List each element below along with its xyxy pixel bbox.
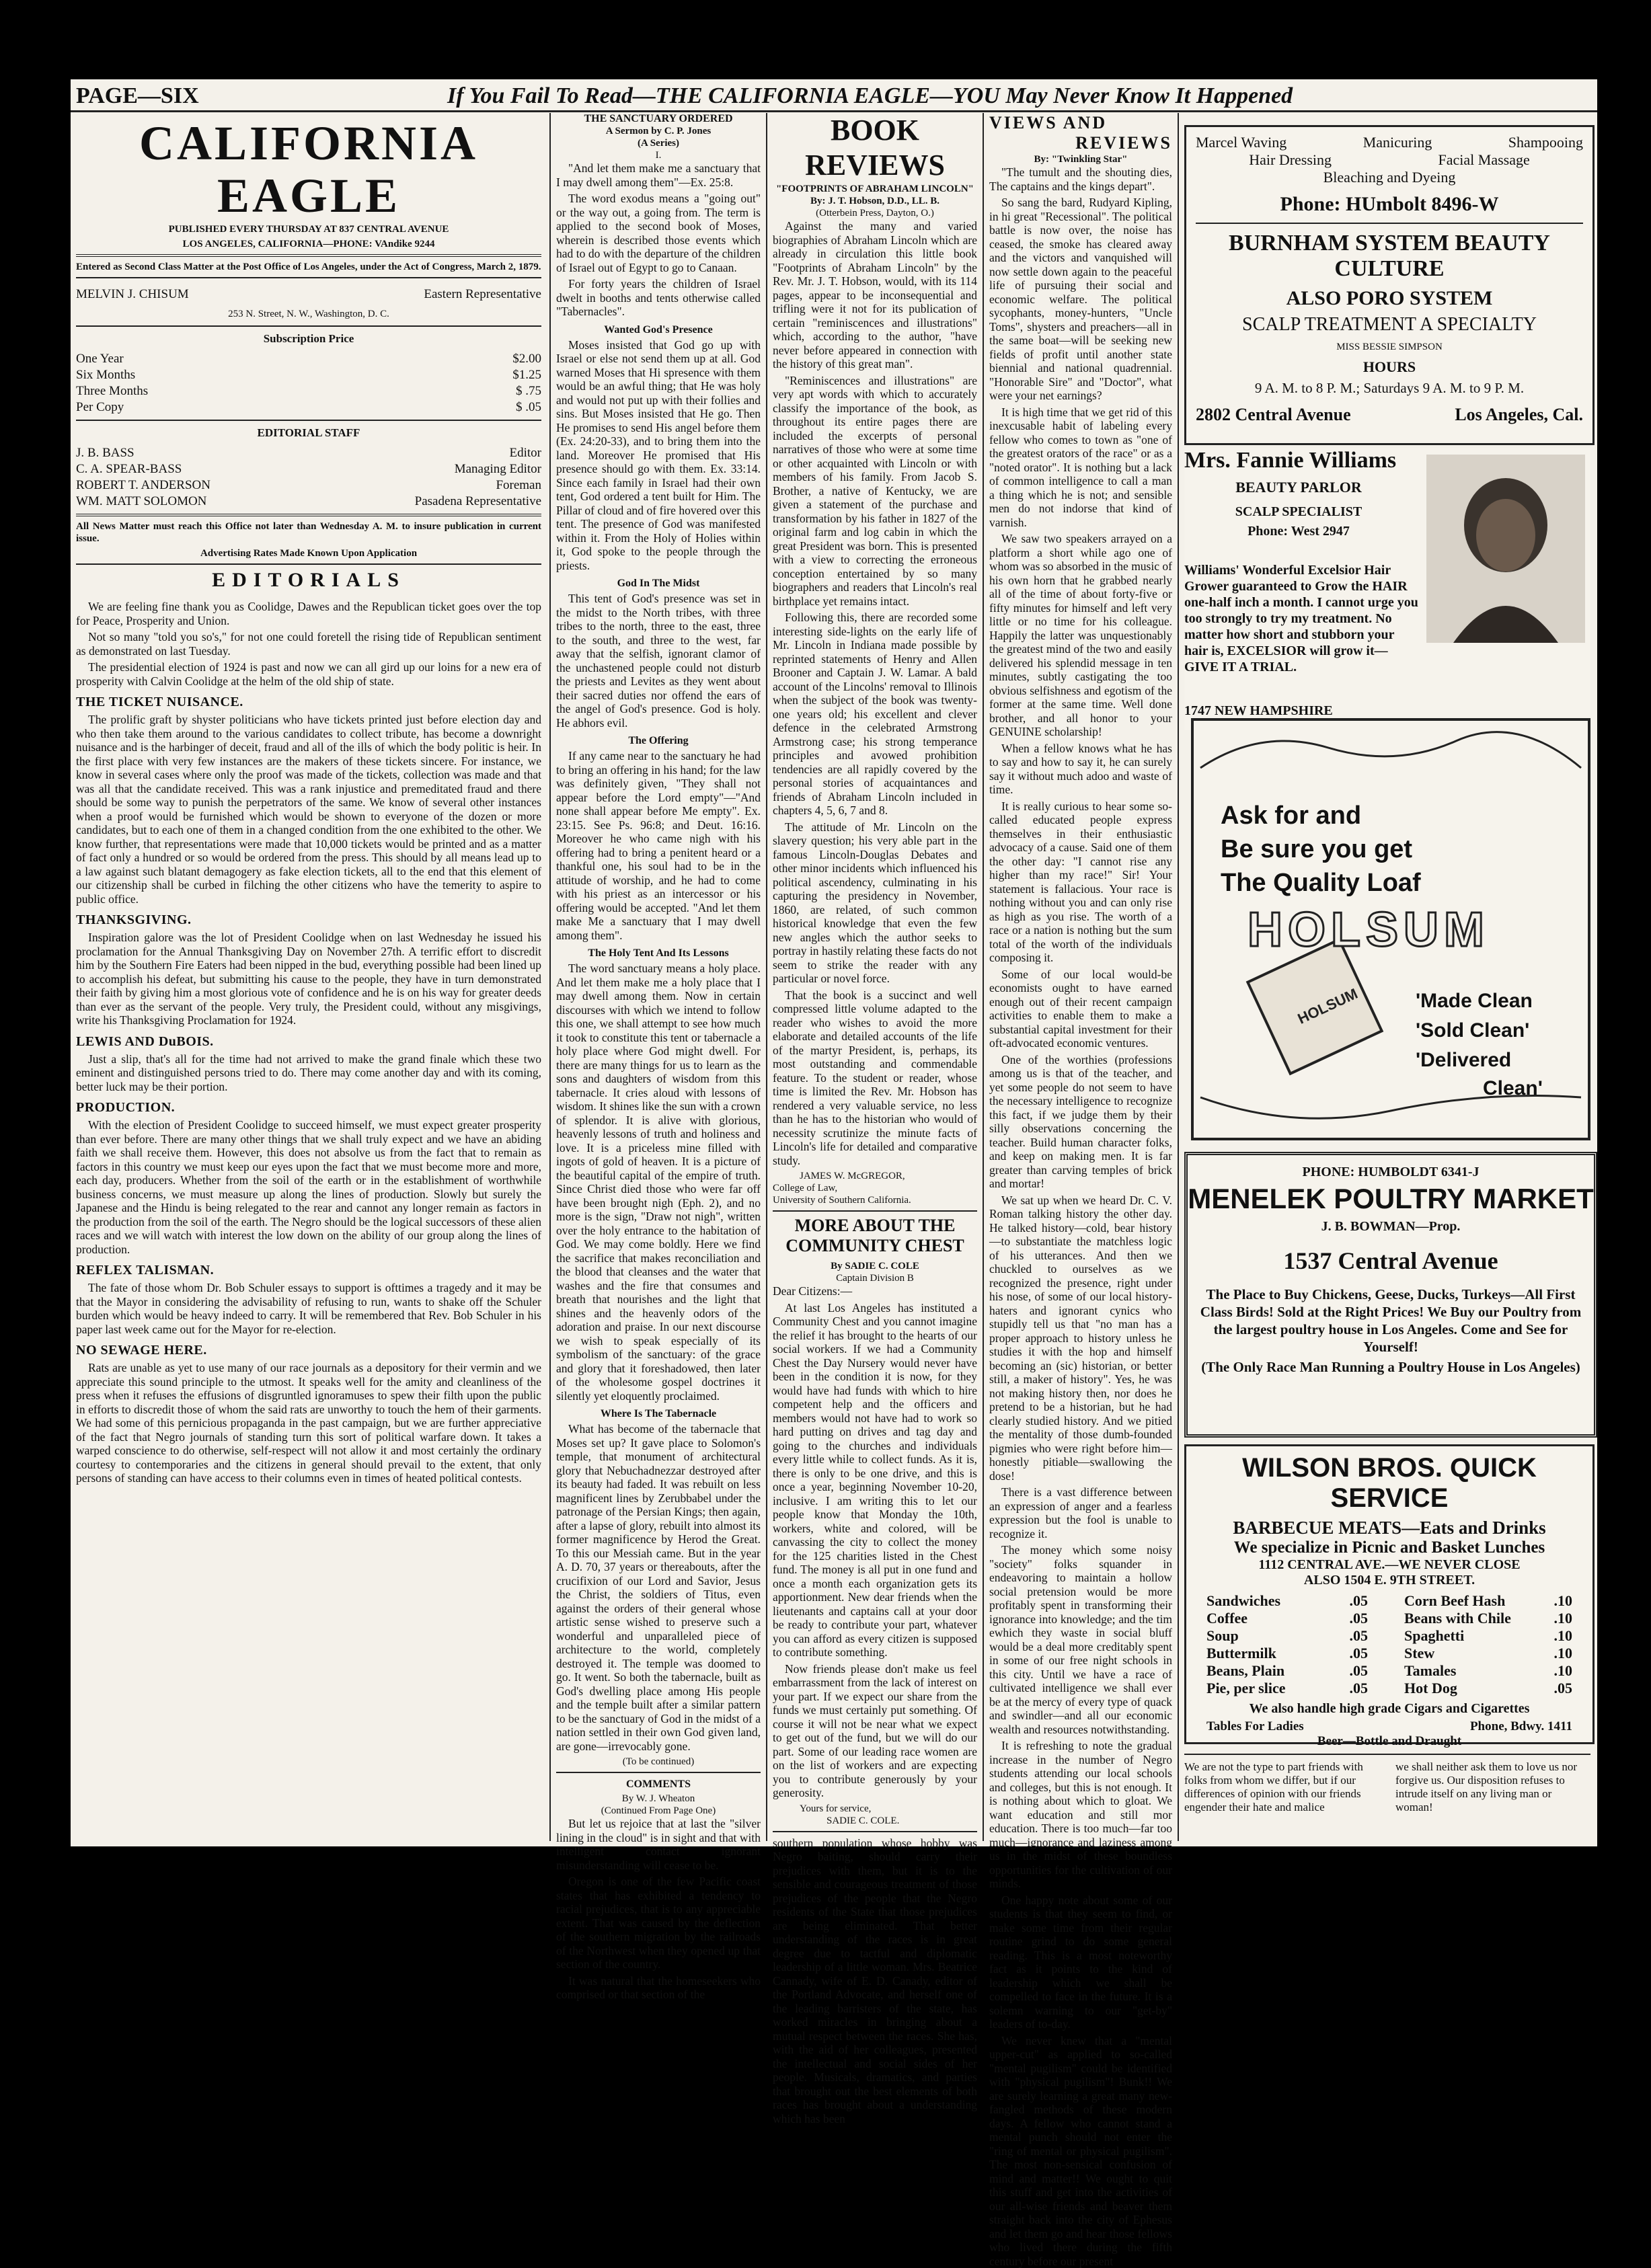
divider: [773, 1831, 977, 1832]
menu-item-price: .10: [1554, 1592, 1573, 1610]
staff-row-label: J. B. BASS: [76, 445, 135, 461]
staff-row-value: Editor: [510, 445, 542, 461]
sermon-series: (A Series): [556, 137, 761, 149]
views-paragraph: Some of our local would-be economists ought to have earned enough out of their recent campaign activities to enable them to make a substantial capital investment for their oft-advocated economic ventures.: [989, 968, 1172, 1050]
comments-paragraph: But let us rejoice that at last the "silver lining in the cloud" is in sight and that with intelligent contact ignorant misunderstanding will cease to be.: [556, 1817, 761, 1872]
section-text: Rats are unable as yet to use many of our race journals as a depository for their vermin and we appreciate this sound principle to the utmost. It speaks well for the amity and cleanliness of the press when it refuses the effusions of disgruntled ignoramuses to spew their filth upon the public in efforts to discredit those of whom the said rats are unworthy to touch the hem of their garments. We had some of this pernicious propaganda in the past campaign, but we are further appreciative of the fact that Negro journals of standing turn this sort of political warfare down. It takes a warped conscience to do otherwise, self-respect will not allow it and most certainly the ordinary courtesy to contemporaries and the citizens in general should prevail to the extent, that only persons of standing can have access to their columns even in times of heated political contests.: [76, 1361, 541, 1485]
staff-row-label: ROBERT T. ANDERSON: [76, 477, 210, 494]
comments-continued: (Continued From Page One): [556, 1805, 761, 1817]
views-paragraph: We saw two speakers arrayed on a platform a short while ago one of whom was so absorbed in the music of his own horn that he grabbed nearly all of the time of about forty-five or fifty minutes for himself and left very little or no time for his colleague. Happily the latter was unquestionably the greatest mind of the two and easily delivered his splendid message in ten minutes, subtly castigating the too obvious selfishness and egotism of the former at the same time. Well done brother, and all honor to your GENUINE scholarship!: [989, 532, 1172, 739]
section-text: With the election of President Coolidge to succeed himself, we must expect greater prosperity than ever before. There are many other things that we shall truly expect and we have an abiding faith we shall receive them. However, this does not absolve us from the fact that to remain as factors in this country we must keep our eyes upon the fact that we must become more and more, each day, producers. Whether from the soil of the earth or in the establishment of worthwhile business concerns, we must measure up along the lines of production. Slowly but surely the Japanese and the Hindu is being relegated to the rear and cannot any longer remain as factors in the production from the soil of the earth. The Negro should be the logical successors of these alien races and we will watch with interest the low down on the ability of our group along the lines of production.: [76, 1118, 541, 1256]
book-reviews-heading: BOOK REVIEWS: [773, 113, 977, 183]
menu-item-name: Spaghetti: [1404, 1627, 1464, 1645]
header-rule: [71, 110, 1597, 112]
section-heading: God In The Midst: [556, 578, 761, 590]
review-paragraph: The attitude of Mr. Lincoln on the slavery question; his very able part in the famous Lincoln-Douglas Debates and other minor incidents which influenced his political ascendency, culminating in his capturing the presidency in November, 1860, are related, of such common historical knowledge that even the few new angles which the author seeks to portray in hastily relating these facts do not seem to strike the reader with any particular or novel force.: [773, 820, 977, 986]
burnham-phone: Phone: HUmbolt 8496-W: [1186, 193, 1592, 216]
service-item: Marcel Waving: [1196, 134, 1287, 151]
column-rule: [983, 113, 984, 1841]
burnham-address: 2802 Central Avenue: [1196, 405, 1351, 425]
views-paragraph: One happy note about some of our students is that they seem to find, or make some time from their regular routine grind to do some general reading. This is a most noteworthy fact as it points to the kind of leadership which we shall be compelled to face in the future. It is a solemn warning to our "get-by" leaders of to-day.: [989, 1893, 1172, 2031]
williams-specialty: SCALP SPECIALIST: [1184, 504, 1413, 520]
section-text: Moses insisted that God go up with Israel or else not send them up at all. God warned Moses that Hi spresence with them would be an awful thing; that He was holy and would not put up with their follies and sins. But Moses insisted that He go. Then He promises to send His angel before them (Ex. 24:20-33), and to bring them into the land. Moreover He promised that His presence should go with them. Ex. 33:14. Since each family in Israel had their own tent, God ordered a tent built for Him. The Pillar of cloud and of fire hovered over this tent. The presence of God was manifested within it. From the Holy of Holies within it, God spoke to the people through the priests.: [556, 338, 761, 573]
menu-item-name: Sandwiches: [1206, 1592, 1280, 1610]
eastern-rep-address: 253 N. Street, N. W., Washington, D. C.: [76, 308, 541, 320]
subscription-row-value: $ .05: [516, 399, 541, 416]
menelek-phone: PHONE: HUMBOLDT 6341-J: [1188, 1165, 1594, 1180]
book-review-column: [773, 113, 977, 1841]
divider: [76, 514, 541, 516]
divider: [76, 325, 541, 327]
williams-business: BEAUTY PARLOR: [1184, 479, 1413, 496]
section-heading: NO SEWAGE HERE.: [76, 1343, 541, 1358]
book-publisher: (Otterbein Press, Dayton, O.): [773, 207, 977, 219]
reviewer-name: JAMES W. McGREGOR,: [800, 1170, 977, 1182]
chest-body: [773, 1301, 977, 1800]
burnham-name: BURNHAM SYSTEM BEAUTY CULTURE: [1186, 231, 1592, 282]
subscription-row-label: Six Months: [76, 367, 135, 383]
subscription-row-value: $1.25: [512, 367, 541, 383]
section-heading: Where Is The Tabernacle: [556, 1408, 761, 1420]
section-text: The fate of those whom Dr. Bob Schuler essays to support is ofttimes a tragedy and it may be that the Mayor in considering the advisability of refusing to run, wants to shake off the Schuler burden which would be heavy indeed to carry. It will be remembered that Rev. Bob Schuler in his paper last week came out for the Mayor for re-election.: [76, 1281, 541, 1336]
editorial-paragraph: The presidential election of 1924 is past and now we can all gird up our loins for a new era of prosperity with Calvin Coolidge at the helm of the old ship of state.: [76, 660, 541, 688]
service-item: Manicuring: [1363, 134, 1432, 151]
divider: [76, 277, 541, 278]
wilson-bros-ad: [1184, 1444, 1595, 1744]
holsum-slogan-4: Clean': [1483, 1077, 1543, 1100]
subscription-row-label: Per Copy: [76, 399, 124, 416]
masthead-address: LOS ANGELES, CALIFORNIA—PHONE: VAndike 9244: [76, 238, 541, 250]
editorial-paragraph: We are feeling fine thank you as Coolidge, Dawes and the Republican ticket goes over the top for Peace, Prosperity and Union.: [76, 600, 541, 627]
views-paragraph: So sang the bard, Rudyard Kipling, in hi great "Recessional". The political battle is now over, the noise has ceased, the smoke has cleared away and the victors and vanquished will now settle down again to the peaceful life of pursuing their social and economic welfare. The political sycophants, money-hunters, "Uncle Toms", shysters and preachers—all in the same boat—will be seeking new fields of profit until another state biennial and national quadrennial. "Honorable Sire" and "Doctor", what were your net earnings?: [989, 196, 1172, 403]
menu-item-name: Soup: [1206, 1627, 1239, 1645]
chest-salutation: Dear Citizens:—: [773, 1284, 977, 1298]
staff-row: [76, 461, 541, 477]
views-paragraph: There is a vast difference between an expression of anger and a fearless expression but the fool is unable to recognize it.: [989, 1485, 1172, 1540]
menu-left: [1206, 1592, 1368, 1697]
menu-item-price: .10: [1554, 1610, 1573, 1627]
comments-title: COMMENTS: [556, 1778, 761, 1791]
staff-row: [76, 494, 541, 510]
wilson-line-4: ALSO 1504 E. 9TH STREET.: [1186, 1573, 1592, 1588]
menelek-body: The Place to Buy Chickens, Geese, Ducks, Turkeys—All First Class Birds! Sold at the Right Prices! We Buy our Poultry from the largest poultry house in Los Angeles. Come and See for Yourself!: [1197, 1286, 1584, 1356]
menu-item-name: Buttermilk: [1206, 1645, 1276, 1662]
newspaper-sheet: [71, 79, 1597, 1846]
menu-item-price: .05: [1350, 1610, 1369, 1627]
burnham-also: ALSO PORO SYSTEM: [1186, 287, 1592, 310]
column-rule: [549, 113, 551, 1841]
subscription-heading: Subscription Price: [76, 332, 541, 346]
holsum-line-2: Be sure you get: [1221, 835, 1412, 864]
menu-item: [1206, 1662, 1368, 1680]
section-heading: PRODUCTION.: [76, 1100, 541, 1116]
sermon-paragraph: For forty years the children of Israel dwelt in booths and tents otherwise called "Tabernacles".: [556, 277, 761, 319]
section-heading: THANKSGIVING.: [76, 912, 541, 928]
burnham-address-row: [1186, 397, 1592, 425]
subscription-list: [76, 351, 541, 416]
section-text: This tent of God's presence was set in the midst to the North tribes, with three tribes to the north, three to the east, three to the south, and three to the west, far away that the selfish, ignorant clamor of the unchastened people could not disturb the priests and Levites as they went about their sacred duties nor offend the ears of the angel of God's presence. God is holy. He abhors evil.: [556, 592, 761, 730]
service-item: Hair Dressing: [1249, 151, 1332, 169]
services-row-3: Bleaching and Dyeing: [1186, 169, 1592, 186]
divider: [773, 1210, 977, 1212]
menu-item-price: .05: [1350, 1680, 1369, 1697]
menu-item-name: Pie, per slice: [1206, 1680, 1286, 1697]
chest-signature: SADIE C. COLE.: [827, 1815, 977, 1827]
holsum-slogan-3: 'Delivered: [1416, 1049, 1511, 1072]
section-heading: THE TICKET NUISANCE.: [76, 695, 541, 710]
divider: [76, 420, 541, 421]
holsum-line-3: The Quality Loaf: [1221, 869, 1421, 898]
wrapper-text: HOLSUM: [1295, 985, 1360, 1027]
footer-note-left: We are not the type to part friends with folks from whom we differ, but if our differences of opinion with our friends engender their hate and malice: [1184, 1760, 1379, 1834]
service-item: Shampooing: [1508, 134, 1583, 151]
menu-item: [1404, 1610, 1572, 1627]
williams-beauty-ad: [1184, 448, 1590, 730]
staff-heading: EDITORIAL STAFF: [76, 426, 541, 440]
comments-continuation: southern population whose hobby was Negro baiting, should carry their prejudices with them, but it is to the sensible and courageous treatment of those prejudices of the people that the Negro residents of the State that those prejudices are being eliminated. That better understanding of the races is in great degree due to tactful and diplomatic leadership of a little woman. Mrs. Beatrice Cannady, wife of E. D. Canady, editor of the Portland Advocate, and herself one of the leading barristers of the state, has worked miracles in bringing about a mutual respect between the races. She has, with the aid of her colleagues, presented the intellectual and social sides of her people. Musicals, dramatics, and parties that brought out the best elements of both races has brought about a understanding which has been: [773, 1836, 977, 2126]
menu-item-price: .05: [1350, 1645, 1369, 1662]
editorial-column: [76, 113, 541, 1841]
masthead-title: CALIFORNIA EAGLE: [76, 117, 541, 222]
menelek-name: MENELEK POULTRY MARKET: [1188, 1183, 1594, 1215]
comments-paragraph: It was natural that the homeseekers who comprised or that section of the: [556, 1974, 761, 2002]
section-text: The word sanctuary means a holy place. And let them make me a holy place that I may dwell among them. Now in certain discourses with which we intend to follow this one, we shall attempt to see how much it took to constitute this tent or tabernacle a holy place where God might dwell. For there are many things for us to learn as the sons and daughters of wisdom from this tabernacle. It cries aloud with lessons of wisdom. It shines like the sun with a crown of splendor. It is alive with glorious, heavenly lessons of truth and holiness and love. It is a priceless mine filled with ingots of gold of heaven. It is a picture of the beautiful capital of the empire of truth. Since Christ died those who were far off have been brought nigh (Eph. 2), and no more is the sign, "Draw not nigh", written over the holy entrance to the habitation of God. We may come boldly. Here we find the sacrifice that makes reconciliation and the blood that cleanses and the water that washes and the fire that consumes and breath that nourishes and the light that shines and the heavenly odors of the adoration and praise. In our next discourse we wish to speak especially of its symbolism of the sanctuary: of the grace and glory that it foreshadowed, then later of the wholesome gospel doctrines it silently yet eloquently proclaimed.: [556, 962, 761, 1403]
wilson-tables-row: [1186, 1717, 1592, 1734]
menu-item-price: .05: [1350, 1662, 1369, 1680]
book-title: "FOOTPRINTS OF ABRAHAM LINCOLN": [773, 183, 977, 195]
news-deadline-notice: All News Matter must reach this Office not later than Wednesday A. M. to insure publication in current issue.: [76, 520, 541, 545]
divider: [1196, 223, 1583, 224]
divider: [76, 563, 541, 565]
staff-row-label: WM. MATT SOLOMON: [76, 494, 206, 510]
running-header: [71, 81, 1597, 113]
section-heading: LEWIS AND DuBOIS.: [76, 1034, 541, 1050]
chest-closing: Yours for service,: [800, 1803, 977, 1815]
staff-row-label: C. A. SPEAR-BASS: [76, 461, 182, 477]
eastern-rep-role: Eastern Representative: [424, 286, 541, 303]
wilson-line-3: 1112 CENTRAL AVE.—WE NEVER CLOSE: [1186, 1557, 1592, 1573]
editorial-paragraph: Not so many "told you so's," for not one could foretell the rising tide of Republican sentiment as demonstrated on last Tuesday.: [76, 630, 541, 658]
subscription-row: [76, 367, 541, 383]
services-row-2: [1186, 151, 1592, 169]
staff-row-value: Foreman: [496, 477, 541, 494]
comments-byline: By W. J. Wheaton: [556, 1793, 761, 1805]
chest-title: MORE ABOUT THE COMMUNITY CHEST: [773, 1216, 977, 1256]
menu-item-price: .05: [1554, 1680, 1573, 1697]
eastern-rep-row: [76, 286, 541, 303]
staff-row: [76, 445, 541, 461]
chest-paragraph: Now friends please don't make us feel embarrassment from the lack of interest on your part. If we expect our share from the funds we must certainly put something. Of course it will not be near what we expect to get out of the fund, but we will do our part. Some of our leading race women are on the list of workers and are expecting you to contribute generously by your generosity.: [773, 1662, 977, 1800]
burnham-hours: 9 A. M. to 8 P. M.; Saturdays 9 A. M. to 9 P. M.: [1186, 380, 1592, 397]
review-paragraph: Following this, there are recorded some interesting side-lights on the early life of Mr. Lincoln in Indiana made possible by reprinted statements of Henry and Allen Brooner and Captain J. W. Lamar. A bald account of the Lincolns' removal to Illinois when the subject of the book was twenty-one years old; his excellent and clever defence in the celebrated Armstrong Armstrong case; his strong temperance principles and avowed prohibition tendencies are all rapidly covered by the personal stories of acquaintances and friends of Abraham Lincoln included in chapters 4, 5, 6, 7 and 8.: [773, 611, 977, 818]
burnham-beauty-ad: [1184, 125, 1595, 445]
comments-body: [556, 1817, 761, 2002]
chest-role: Captain Division B: [773, 1272, 977, 1284]
menu-right: [1404, 1592, 1572, 1697]
masthead-published: PUBLISHED EVERY THURSDAY AT 837 CENTRAL AVENUE: [76, 223, 541, 235]
views-paragraph: We sat up when we heard Dr. C. V. Roman talking history the other day. He talked history—cold, bear history—to substantiate the matchless logic of his utterances. And then we chuckled to ourselves as we recognized the presence, right under his nose, of some of our local history-haters and ignorant cynics who stupidly tell us that "no man has a proper approach to history unless he studies it with the hop and himself becoming an (sic) historian, or better still, a maker of history". Yes, he was not making history then, nor does he pretend to be a historian, but he had clearly studied history. And we pitied the mentality of those dumb-founded pigmies who were right before him—honestly pitiable—swallowing the dose!: [989, 1194, 1172, 1483]
staff-list: [76, 445, 541, 510]
section-text: If any came near to the sanctuary he had to bring an offering in his hand; for the law was definitely given, "They shall not appear before the Lord empty"—"And none shall appear before Me empty". Ex. 23:15. See Ps. 96:8; and Deut. 16:16. Moreover he who came nigh with his offering had to bring a penitent heard or a thankful one, his soul had to be in the attitude of worship, and he had to come with his priest as an intercessor or his offering would be accepted. "And let them make Me a sanctuary that I may dwell among them".: [556, 749, 761, 942]
masthead-rule: [76, 254, 541, 257]
wilson-menu: [1186, 1588, 1592, 1697]
ad-rates-notice: Advertising Rates Made Known Upon Application: [76, 547, 541, 559]
menu-item-name: Coffee: [1206, 1610, 1247, 1627]
menu-item-name: Hot Dog: [1404, 1680, 1457, 1697]
williams-portrait: [1426, 455, 1585, 643]
chest-paragraph: At last Los Angeles has instituted a Community Chest and you cannot imagine the relief it has brought to the hearts of our social workers. If we had a Community Chest the Day Nursery would never have been in the condition it is now, for they would have had funds with which to hire competent help and the officers and members would not have had to work so hard putting on drives and tag day and going to the churches and individuals every little while to collect funds. As it is, there is only to be one drive, and this is once a year, beginning November 10-20, inclusive. I am writing this to let our people know that Monday the 10th, workers, white and colored, will be canvassing the city to collect the money for the 125 charities listed in the Chest fund. The money is all put in one fund and once a month each organization gets its apportionment. New dear friends when the lieutenants and captains call at your door be ready to contribute your part, whatever you can afford as every citizen is supposed to contribute something.: [773, 1301, 977, 1659]
sermon-column: [556, 113, 761, 1841]
menu-item: [1404, 1627, 1572, 1645]
menelek-poultry-ad: [1184, 1152, 1597, 1438]
views-paragraph: One of the worthies (professions among us is that of the teacher, and yet some people do not seem to have the necessary intelligence to recognize this fact, if we judge them by their silly observations concerning the teacher. Build human character folks, and keep on making men. It is far greater than carving temples of brick and mortar!: [989, 1053, 1172, 1191]
menu-item: [1206, 1610, 1368, 1627]
wilson-cigars: We also handle high grade Cigars and Cigarettes: [1186, 1701, 1592, 1717]
williams-phone: Phone: West 2947: [1184, 524, 1413, 539]
views-byline: By: "Twinkling Star": [989, 153, 1172, 165]
burnham-proprietor: MISS BESSIE SIMPSON: [1186, 341, 1592, 353]
wilson-name: WILSON BROS. QUICK SERVICE: [1186, 1453, 1592, 1514]
column-rule: [766, 113, 767, 1841]
burnham-city: Los Angeles, Cal.: [1455, 405, 1583, 425]
book-author: By: J. T. Hobson, D.D., LL. B.: [773, 195, 977, 207]
menu-item-name: Tamales: [1404, 1662, 1456, 1680]
menu-item-price: .10: [1554, 1645, 1573, 1662]
menu-item: [1404, 1645, 1572, 1662]
holsum-slogan-1: 'Made Clean: [1416, 990, 1533, 1013]
menu-item-price: .10: [1554, 1627, 1573, 1645]
header-tagline: If You Fail To Read—THE CALIFORNIA EAGLE—YOU May Never Know It Happened: [447, 83, 1293, 109]
review-paragraph: That the book is a succinct and well compressed little volume adapted to the reader who wishes to avoid the more elaborate and detailed accounts of the life of the martyr President, is, perhaps, its most outstanding and commendable feature. To the student or reader, whose time is limited the Rev. Mr. Hobson has rendered a very valuable service, no less than he has to the historian who would of necessity scrutinize the minute facts of Lincoln's life for detailed and comparative study.: [773, 988, 977, 1168]
chest-byline: By SADIE C. COLE: [773, 1260, 977, 1272]
wilson-line-1: BARBECUE MEATS—Eats and Drinks: [1186, 1518, 1592, 1538]
staff-row-value: Pasadena Representative: [415, 494, 541, 510]
section-text: What has become of the tabernacle that Moses set up? It gave place to Solomon's temple, that monument of architectural glory that Nebuchadnezzar destroyed after its beauty had faded. It was rebuilt on less magnificent lines by Zerubbabel under the patronage of the Persian Kings; then again, after a lapse of glory, rebuilt into almost its former magnificence by Herod the Great. To this our Messiah came. But in the year A. D. 70, 37 years or thereabouts, after the crucifixion of our Lord and Savior, Jesus the Christ, the soldiers of Titus, even against the orders of their general whose artistic sense wished to preserve such a wonderful and unparalleled piece of architecture to the world, completely destroyed it. The temple was doomed to go. It went. So both the tabernacle, built as God's dwelling place among His people and the temple built after a similar pattern to be the sanctuary of God in the midst of a nation settled in their own God given land, are gone—irrevocably gone.: [556, 1422, 761, 1753]
section-text: Inspiration galore was the lot of President Coolidge when on last Wednesday he issued his proclamation for the Annual Thanksgiving Day on November 27th. A terrific effort to discredit him by the Southern Fire Eaters had been nipped in the bud, everything possible had been lined up to accomplish his defeat, but submitting his cause to the people, they have in turn demonstrated their faith by giving him a most glorious vote of confidence and he is on his way for greater deeds than ever as the servant of the people. Very truly, the President could, without any misgivings, write his Thanksgiving Proclamation for 1924.: [76, 931, 541, 1027]
menu-item: [1206, 1592, 1368, 1610]
section-heading: Wanted God's Presence: [556, 324, 761, 336]
holsum-line-1: Ask for and: [1221, 801, 1361, 830]
views-paragraph: The money which some noisy "society" folks squander in endeavoring to maintain a hollow social pretension would be more profitably spent in transforming their ignorance into knowledge; and the tim ewhich they waste in social bluff would be a deal more creditably spent in some of our free night schools in this city. Until we have a race of cultivated intelligence we shall ever be at the mercy of every type of quack and swindler—and all our economic wealth and resources notwithstanding.: [989, 1543, 1172, 1736]
review-paragraph: "Reminiscences and illustrations" are very apt words with which to accurately classify the importance of the book, as throughout its entire pages there are included the excerpts of personal narratives of those who were at some time or other acquainted with Lincoln or with members of his family. From Jacob S. Brother, a native of Kentucky, we are given a statement of the purchase and transformation by his father in 1827 of the original farm and log cabin in which the great President was born. This is presented with a view to correcting the erroneous conception entertained by so many biographers and readers that Lincoln's real birthplace yet remains intact.: [773, 374, 977, 609]
views-heading-2: REVIEWS: [989, 133, 1172, 153]
subscription-row: [76, 399, 541, 416]
section-text: The prolific graft by shyster politicians who have tickets printed just before election day and who then take them around to the various candidates to collect tribute, has become a downright nuisance and is the harbinger of deceit, fraud and all of the ills of which the body politic is heir. In the first place with very few instances are the makers of these tickets sincere. For instance, we know in several cases where only the proof was made of the tickets, collection was made and that was all that the candidate received. This was a rank injustice and premeditated fraud and there should be some way to punish the perpetrators of the same. We know of several other instances when a proof would be furnished which would be shown to everyone of the dozen or more candidates, but to each one of them in a changed condition from the one exhibited to the other. We know further, that representations were made that 10,000 tickets would be printed and as a matter of fact only a hundred or so would be ordered from the press. This should by all means lead up to a law against such blatant demagogery as fake election tickets, all to the end that this element of our citizenship shall be curbed in filching the other citizens who have the temerity to aspire to public office.: [76, 713, 541, 906]
menu-item-name: Beans with Chile: [1404, 1610, 1511, 1627]
footer-note-right: we shall neither ask them to love us nor forgive us. Our disposition refuses to intrude itself on any living man or woman!: [1395, 1760, 1590, 1834]
williams-address: 1747 NEW HAMPSHIRE: [1184, 703, 1333, 719]
sermon-numeral: I.: [556, 149, 761, 161]
book-review-body: [773, 219, 977, 1167]
portrait-illustration: [1426, 455, 1585, 643]
menu-item-price: .10: [1554, 1662, 1573, 1680]
menu-item-price: .05: [1350, 1627, 1369, 1645]
menu-item: [1206, 1645, 1368, 1662]
menu-item: [1404, 1592, 1572, 1610]
holsum-bread-ad: [1191, 718, 1590, 1140]
section-heading: The Holy Tent And Its Lessons: [556, 947, 761, 960]
editorial-intro: [76, 600, 541, 688]
menu-item-name: Beans, Plain: [1206, 1662, 1284, 1680]
section-heading: REFLEX TALISMAN.: [76, 1263, 541, 1278]
divider: [556, 1772, 761, 1773]
williams-body: Williams' Wonderful Excelsior Hair Grower guaranteed to Grow the HAIR one-half inch a month. I cannot urge you too strongly to try my treatment. No matter how short and stubborn your hair is, EXCELSIOR will grow it—GIVE IT A TRIAL.: [1184, 562, 1420, 675]
sermon-continued: (To be continued): [556, 1756, 761, 1768]
subscription-row-label: Three Months: [76, 383, 148, 399]
menelek-address: 1537 Central Avenue: [1188, 1247, 1594, 1275]
subscription-row: [76, 383, 541, 399]
column-rule: [1178, 113, 1179, 1841]
subscription-row-value: $ .75: [516, 383, 541, 399]
editorials-heading: EDITORIALS: [76, 569, 541, 592]
views-paragraph: It is really curious to hear some so-called educated people express themselves in their enthusiastic advocacy of a cause. Said one of them the other day: "I cannot rise any higher than my race!" Sir! Your statement is fallacious. Your race is nothing without you and can only rise as high as you rise. The worth of a race or a nation is nothing but the sum total of the worth of the individuals composing it.: [989, 799, 1172, 965]
menu-item-name: Stew: [1404, 1645, 1434, 1662]
wilson-line-2: We specialize in Picnic and Basket Lunches: [1186, 1538, 1592, 1557]
masthead-entered: Entered as Second Class Matter at the Post Office of Los Angeles, under the Act of Congress, March 2, 1879.: [76, 261, 541, 273]
subscription-row-value: $2.00: [512, 351, 541, 367]
holsum-brand: HOLSUM: [1247, 902, 1490, 957]
staff-row: [76, 477, 541, 494]
subscription-row: [76, 351, 541, 367]
views-paragraph: We never knew that a "mental upper-cut" as applied to so-called "mental pugilism" could be identified with "physical pugilism"! Bunk!! We are surely learning a great many new-fangled methods of these modern days. A fellow who cannot stand a mental punch should not enter the "ring of mental or physical pugilism". The most non-sensical confusion of mind and matter!! We ought to quit this stuff and get into the activities of our all-wise friends and beaver them straight back into the city of Ephesus and let them go and hear those fellows who lived there during the fifth century before our present: [989, 2034, 1172, 2268]
review-paragraph: Against the many and varied biographies of Abraham Lincoln which are already in circulation this little book "Footprints of Abraham Lincoln" by the Rev. Mr. J. T. Hobson, would, with its 114 pages, appear to be inconsequential and trifling were it not for its publication of certain "reminiscences and illustrations" which, according to the author, "have never before appeared in connection with the history of this great man".: [773, 219, 977, 371]
eastern-rep-name: MELVIN J. CHISUM: [76, 286, 189, 303]
footer-note: [1184, 1754, 1590, 1834]
sermon-title: THE SANCTUARY ORDERED: [556, 113, 761, 125]
menu-item-price: .05: [1350, 1592, 1369, 1610]
wilson-tables: Tables For Ladies: [1206, 1719, 1304, 1734]
views-paragraph: "The tumult and the shouting dies, The captains and the kings depart".: [989, 165, 1172, 193]
services-row-1: [1186, 127, 1592, 151]
reviewer-affiliation: College of Law,: [773, 1182, 977, 1194]
views-column: [989, 113, 1172, 1841]
menelek-note: (The Only Race Man Running a Poultry House in Los Angeles): [1197, 1358, 1584, 1376]
burnham-specialty: SCALP TREATMENT A SPECIALTY: [1186, 314, 1592, 336]
burnham-hours-label: HOURS: [1186, 358, 1592, 376]
sermon-byline: A Sermon by C. P. Jones: [556, 125, 761, 137]
menu-item: [1206, 1680, 1368, 1697]
views-paragraph: When a fellow knows what he has to say and how to say it, he can surely say it without much adoo and waste of time.: [989, 742, 1172, 797]
menu-item: [1404, 1680, 1572, 1697]
menu-item: [1404, 1662, 1572, 1680]
wilson-phone: Phone, Bdwy. 1411: [1470, 1719, 1572, 1734]
editorial-sections: [76, 695, 541, 1485]
menu-item-name: Corn Beef Hash: [1404, 1592, 1505, 1610]
page-number: PAGE—SIX: [76, 83, 199, 109]
wilson-beer: Beer—Bottle and Draught: [1186, 1734, 1592, 1749]
menu-item: [1206, 1627, 1368, 1645]
sermon-paragraph: The word exodus means a "going out" or the way out, a going from. The term is applied to the second book of Moses, wherein is described those events which had to do with the departure of the children of Israel out of Egypt to go to Canaan.: [556, 192, 761, 274]
sermon-sections: [556, 324, 761, 1754]
sermon-intro: [556, 161, 761, 319]
subscription-row-label: One Year: [76, 351, 124, 367]
views-paragraph: It is refreshing to note the gradual increase in the number of Negro students attending our local schools and colleges, but this is not enough. It is nothing about which to gloat. We want education and still mor education. There is too much—far too much—ignorance and laziness among us in the midst of these boundless opportunities for the cultivation of our minds.: [989, 1739, 1172, 1891]
section-text: Just a slip, that's all for the time had not arrived to make the grand finale which these two eminent and distinguished persons tried to do. There may come another day and with its coming, better luck may be their portion.: [76, 1052, 541, 1094]
sermon-paragraph: "And let them make me a sanctuary that I may dwell among them"—Ex. 25:8.: [556, 161, 761, 189]
views-body: [989, 165, 1172, 2268]
staff-row-value: Managing Editor: [455, 461, 541, 477]
section-heading: The Offering: [556, 735, 761, 747]
comments-paragraph: Oregon is one of the few Pacific coast states that has exhibited a tendency to racial prejudices, that is to any appreciable extent. That was caused by the deflection of the southern migration by the railroads of the Northwest when they opened up that section of the country.: [556, 1875, 761, 1971]
service-item: Facial Massage: [1438, 151, 1530, 169]
menelek-proprietor: J. B. BOWMAN—Prop.: [1188, 1219, 1594, 1235]
williams-name: Mrs. Fannie Williams: [1184, 448, 1413, 473]
reviewer-affiliation: University of Southern California.: [773, 1194, 977, 1206]
views-heading-1: VIEWS AND: [989, 113, 1172, 133]
holsum-slogan-2: 'Sold Clean': [1416, 1019, 1529, 1042]
views-paragraph: It is high time that we get rid of this inexcusable habit of labeling every fellow who comes to town as "one of the greatest orators of the race" or as a "noted orator". It is nothing but a lack of common intelligence to call a man a thing which he is not; and sensible men do not indorse that kind of varnish.: [989, 405, 1172, 530]
